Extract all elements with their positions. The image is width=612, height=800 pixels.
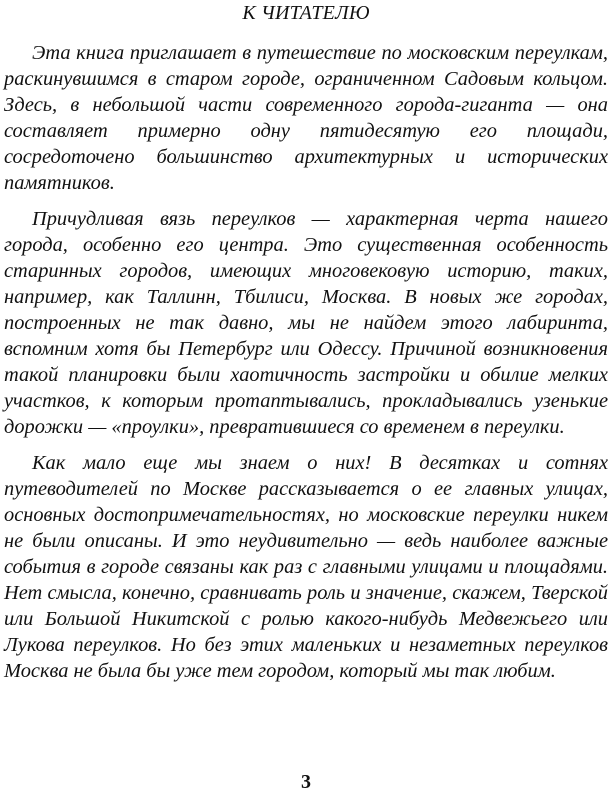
paragraph-1: Эта книга приглашает в путешествие по московским переулкам, раскинувшимся в старом городе, ограниченном Садовым кольцом. Здесь, в небольшой части современного города-гиганта — она составляет примерно одну пятидесятую его площади, сосредоточено большинство архитектурных и исторических памятников. <box>4 42 608 194</box>
text-body <box>4 40 608 694</box>
page-title: К ЧИТАТЕЛЮ <box>242 2 370 24</box>
page-number: 3 <box>301 771 311 793</box>
paragraph-2: Причудливая вязь переулков — характерная черта нашего города, особенно его центра. Это существенная особенность старинных городов, имеющих многовековую историю, таких, например, как Таллинн, Тбилиси, Москва. В новых же городах, построенных не так давно, мы не найдем этого лабиринта, вспомним хотя бы Петербург или Одессу. Причиной возникновения такой планировки были хаотичность застройки и обилие мелких участков, к которым протаптывались, прокладывались узенькие дорожки — «проулки», превратившиеся со временем в переулки. <box>4 208 608 438</box>
paragraph-3: Как мало еще мы знаем о них! В десятках и сотнях путеводителей по Москве рассказывается о ее главных улицах, основных достопримечательностях, но московские переулки никем не были описаны. И это неудивительно — ведь наиболее важные события в городе связаны как раз с главными улицами и площадями. Нет смысла, конечно, сравнивать роль и значение, скажем, Тверской или Большой Никитской с ролью какого-нибудь Медвежьего или Лукова переулков. Но без этих маленьких и незаметных переулков Москва не была бы уже тем городом, который мы так любим. <box>4 452 608 682</box>
